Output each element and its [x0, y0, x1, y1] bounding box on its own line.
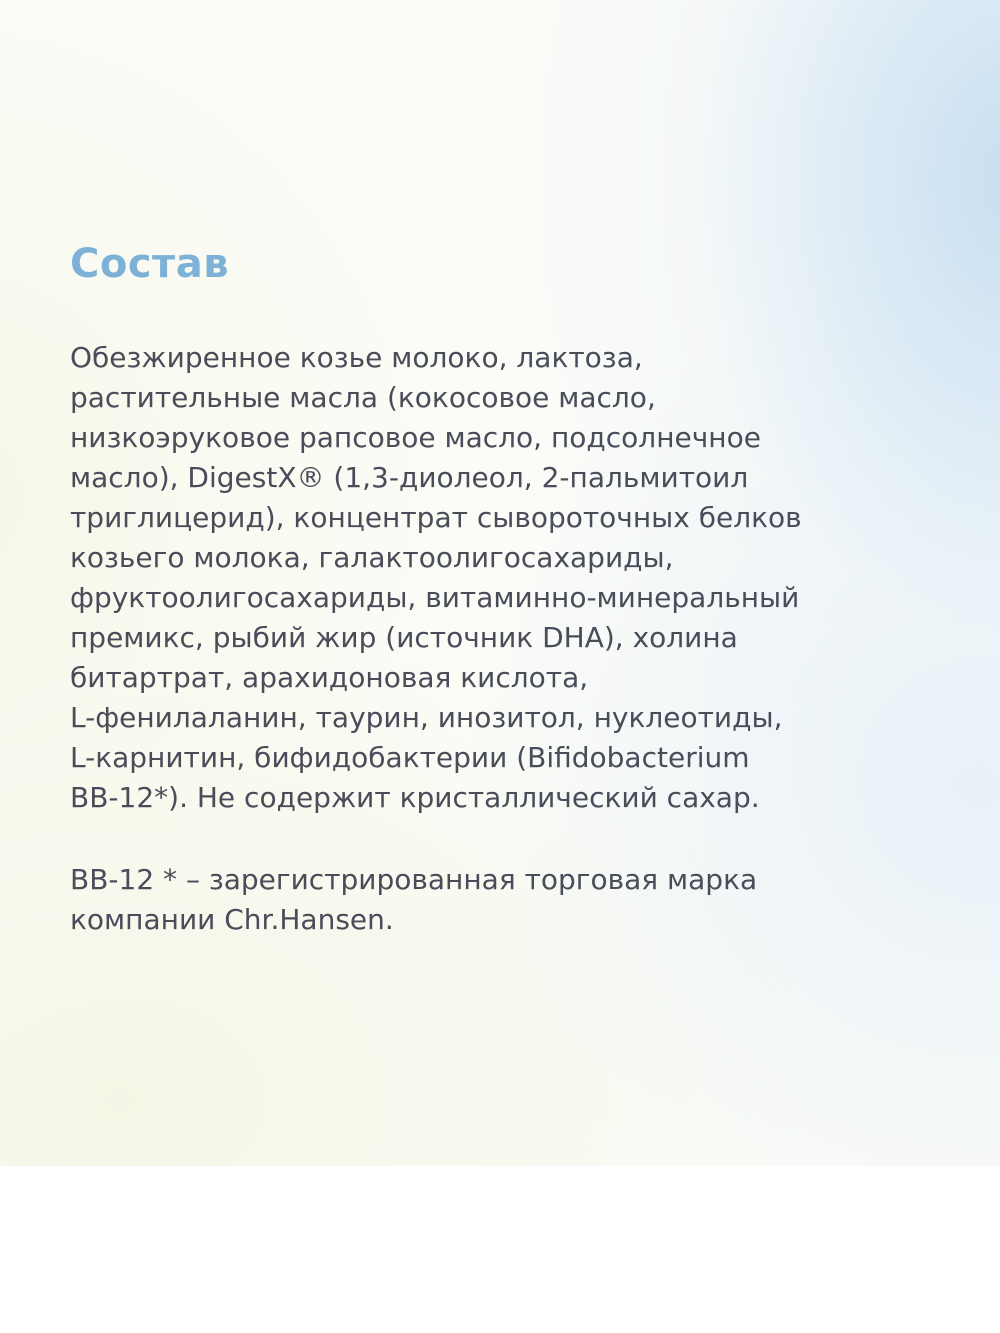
trademark-footnote: BB-12 * – зарегистрированная торговая марка компании Chr.Hansen. [70, 863, 758, 936]
page-title: Состав [70, 241, 230, 287]
bottom-blank-area [0, 1166, 1000, 1333]
composition-text: Обезжиренное козье молоко, лактоза, растительные масла (кокосовое масло, низкоэруковое рапсовое масло, подсолнечное масло), DigestX® (1,3-диолеол, 2-пальмитоил триглицерид), концентрат сывороточных белков козьего молока, галактоолигосахариды, фруктоолигосахариды, витаминно-минеральный премикс, рыбий жир (источник DHA), холина битартрат, арахидоновая кислота, L-фенилаланин, таурин, инозитол, нуклеотиды, L-карнитин, бифидобактерии (Bifidobacterium BB-12*). Не содержит кристаллический сахар. [70, 341, 802, 814]
